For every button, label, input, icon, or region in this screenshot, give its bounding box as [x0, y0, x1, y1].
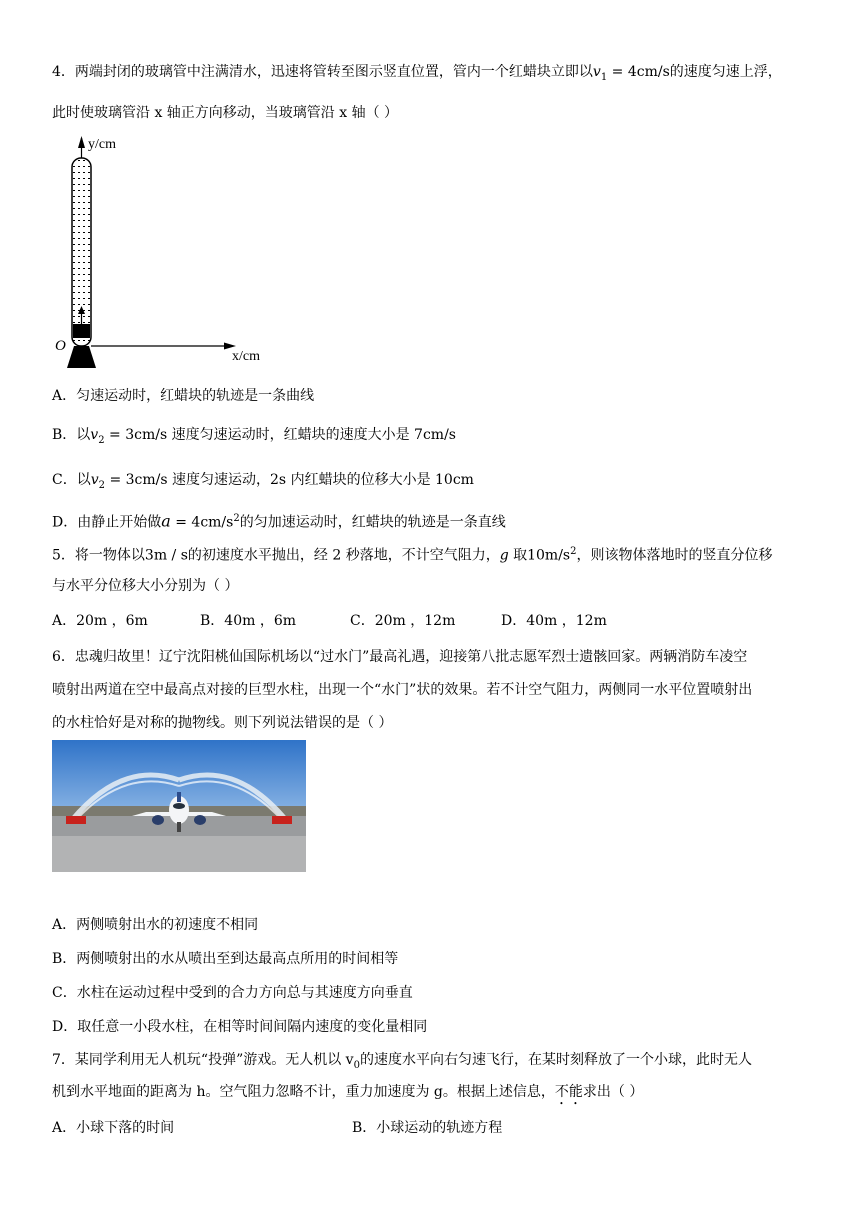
q6-stem-line3: 的水柱恰好是对称的抛物线。则下列说法错误的是（ ） — [52, 715, 393, 731]
y-axis-label: y/cm — [88, 137, 116, 152]
q5-option-a: A．20m ，6m — [52, 613, 148, 629]
q5-option-c: C．20m ，12m — [350, 613, 456, 629]
fire-truck-right — [272, 816, 292, 824]
fire-truck-left — [66, 816, 86, 824]
origin-label: O — [55, 338, 66, 354]
q6-option-d: D．取任意一小段水柱，在相等时间间隔内速度的变化量相同 — [52, 1019, 428, 1035]
y-axis-arrowhead — [78, 136, 85, 148]
q5-stem-line2: 与水平分位移大小分别为（ ） — [52, 578, 239, 594]
q4-option-c: C．以$v_2 = 3cm/s$ 速度匀速运动，2s 内红蜡块的位移大小是 10cm — [52, 472, 474, 491]
q6-stem-line1: 6．忠魂归故里！辽宁沈阳桃仙国际机场以“过水门”最高礼遇，迎接第八批志愿军烈士遗骸回家。两辆消防车凌空 — [52, 649, 748, 665]
q6-stem-line2: 喷射出两道在空中最高点对接的巨型水柱，出现一个“水门”状的效果。若不计空气阻力，两侧同一水平位置喷射出 — [52, 682, 753, 698]
q6-option-c: C．水柱在运动过程中受到的合力方向总与其速度方向垂直 — [52, 985, 413, 1001]
q5-stem-line1: 5．将一物体以3m / s的初速度水平抛出，经 2 秒落地，不计空气阻力，g 取$10m/s^2$，则该物体落地时的竖直分位移 — [52, 546, 773, 564]
q5-option-d: D．40m ，12m — [501, 613, 607, 629]
q6-option-b: B．两侧喷射出的水从喷出至到达最高点所用的时间相等 — [52, 951, 399, 967]
q7-option-a: A．小球下落的时间 — [52, 1120, 175, 1136]
q4-option-d: D．由静止开始做$a = 4cm/s^2$的匀加速运动时，红蜡块的轨迹是一条直线 — [52, 511, 506, 531]
q4-stem-line2: 此时使玻璃管沿 x 轴正方向移动，当玻璃管沿 x 轴（ ） — [52, 105, 399, 121]
q6-option-a: A．两侧喷射出水的初速度不相同 — [52, 917, 259, 933]
tube-stand — [67, 346, 96, 368]
water-gate-photo — [52, 740, 306, 872]
q7-stem-line2: 机到水平地面的距离为 h。空气阻力忽略不计，重力加速度为 g。根据上述信息，不能求出（ ） — [52, 1084, 644, 1100]
q7-option-b: B．小球运动的轨迹方程 — [352, 1120, 503, 1136]
q4-glass-tube-figure — [52, 128, 272, 373]
q4-option-b: B．以$v_2 = 3cm/s$ 速度匀速运动时，红蜡块的速度大小是 7cm/s — [52, 427, 456, 446]
wax-block — [73, 324, 90, 338]
q4-stem-line1: 4．两端封闭的玻璃管中注满清水，迅速将管转至图示竖直位置，管内一个红蜡块立即以$v_1 = 4cm/s$的速度匀速上浮， — [52, 64, 782, 83]
x-axis-label: x/cm — [232, 349, 260, 364]
q5-option-b: B．40m ，6m — [200, 613, 297, 629]
q4-option-a: A．匀速运动时，红蜡块的轨迹是一条曲线 — [52, 388, 315, 404]
q7-stem-line1: 7．某同学利用无人机玩“投弹”游戏。无人机以 $v_0$的速度水平向右匀速飞行，在某时刻释放了一个小球，此时无人 — [52, 1052, 752, 1071]
